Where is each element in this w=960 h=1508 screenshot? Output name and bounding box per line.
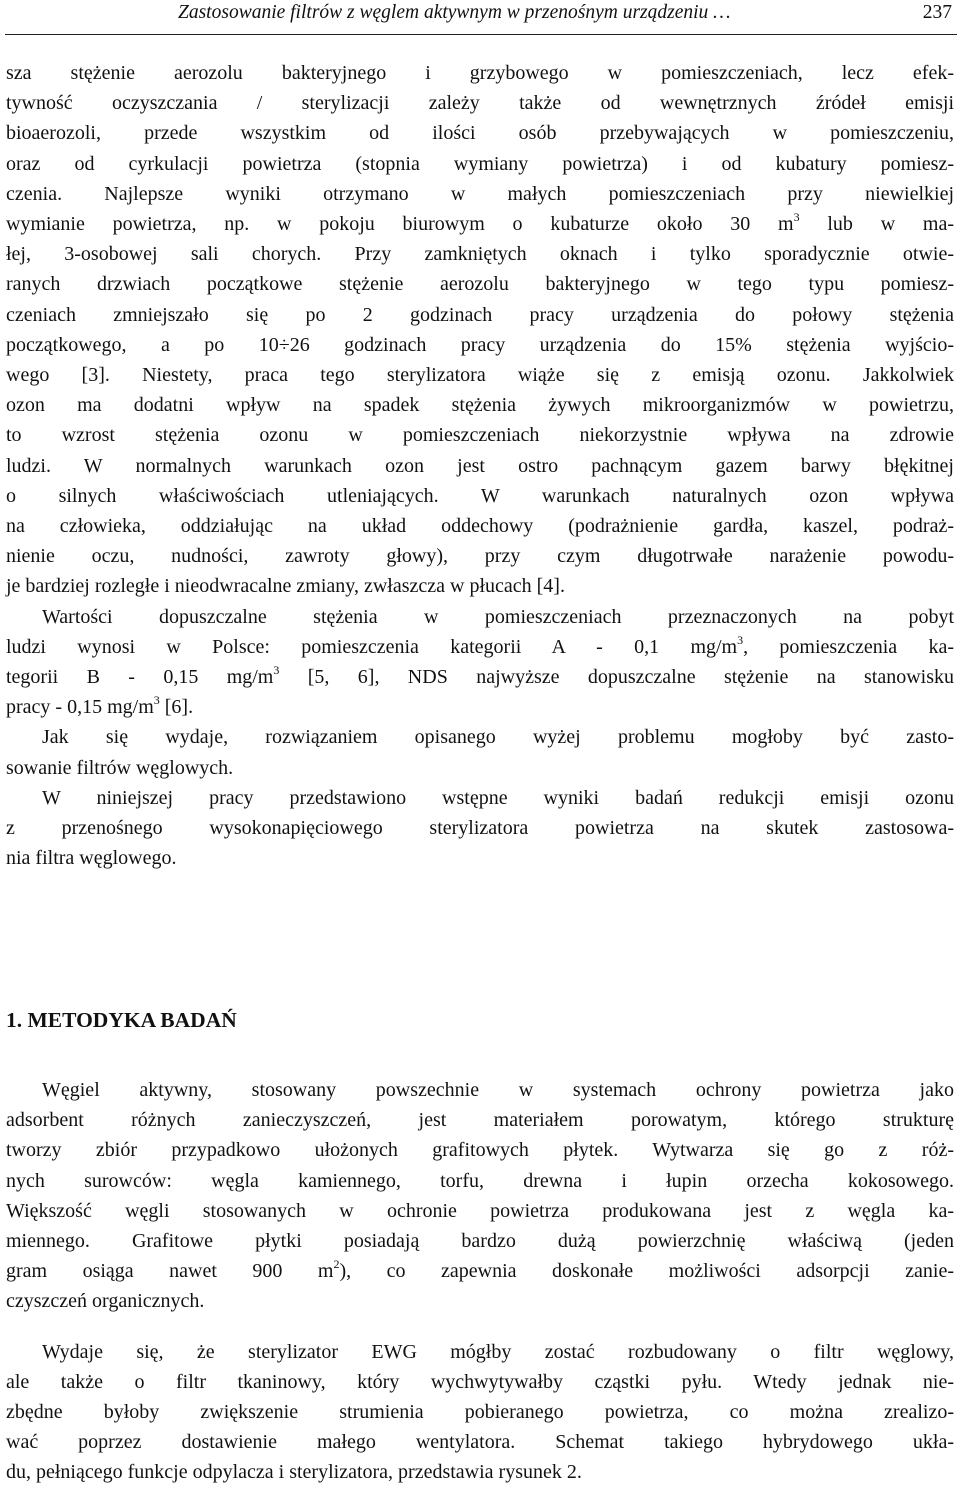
text-segment: [5, 6], NDS najwyższe dopuszczalne stężenie na stanowisku [279, 666, 954, 689]
superscript: 3 [793, 210, 800, 225]
text-line: na człowieka, oddziałując na układ oddechowy (podrażnienie gardła, kaszel, podraż- [6, 515, 954, 538]
text-line: początkowego, a po 10÷26 godzinach pracy urządzenia do 15% stężenia wyjścio- [6, 333, 954, 356]
text-line: oraz od cyrkulacji powietrza (stopnia wymiany powietrza) i od kubatury pomiesz- [6, 152, 954, 175]
superscript: 2 [333, 1257, 340, 1272]
text-line: je bardziej rozległe i nieodwracalne zmiany, zwłaszcza w płucach [4]. [6, 575, 565, 598]
text-line: du, pełniącego funkcje odpylacza i sterylizatora, przedstawia rysunek 2. [6, 1461, 582, 1484]
body-text-upper [6, 58, 954, 873]
text-line: adsorbent różnych zanieczyszczeń, jest materiałem porowatym, którego strukturę [6, 1109, 954, 1132]
text-line: łej, 3-osobowej sali chorych. Przy zamkniętych oknach i tylko sporadycznie otwie- [6, 243, 954, 266]
running-title: Zastosowanie filtrów z węglem aktywnym w przenośnym urządzeniu … [178, 2, 731, 23]
text-segment: wymianie powietrza, np. w pokoju biurowym o kubaturze około 30 m [6, 213, 794, 236]
paragraph-5 [6, 1075, 954, 1317]
superscript: 3 [153, 693, 160, 708]
text-line: nych surowców: węgla kamiennego, torfu, drewna i łupin orzecha kokosowego. [6, 1169, 954, 1192]
text-line: o silnych właściwościach utleniających. W warunkach naturalnych ozon wpływa [6, 484, 954, 507]
text-line: Wartości dopuszczalne stężenia w pomieszczeniach przeznaczonych na pobyt [42, 605, 954, 628]
text-segment: gram osiąga nawet 900 m [6, 1260, 334, 1283]
text-line: ozon ma dodatni wpływ na spadek stężenia żywych mikroorganizmów w powietrzu, [6, 394, 954, 417]
text-line [6, 632, 954, 662]
text-line: miennego. Grafitowe płytki posiadają bardzo dużą powierzchnię właściwą (jeden [6, 1230, 954, 1253]
section-heading: 1. METODYKA BADAŃ [6, 1008, 237, 1032]
text-line: nia filtra węglowego. [6, 847, 177, 870]
superscript: 3 [273, 663, 280, 678]
text-line: ludzi. W normalnych warunkach ozon jest ostro pachnącym gazem barwy błękitnej [6, 454, 954, 477]
text-line: sza stężenie aerozolu bakteryjnego i grzybowego w pomieszczeniach, lecz efek- [6, 62, 954, 84]
text-line: wać poprzez dostawienie małego wentylatora. Schemat takiego hybrydowego ukła- [6, 1431, 954, 1454]
text-line: tworzy zbiór przypadkowo ułożonych grafitowych płytek. Wytwarza się go z róż- [6, 1139, 954, 1162]
text-line: z przenośnego wysokonapięciowego sterylizatora powietrza na skutek zastosowa- [6, 817, 954, 840]
page-header [0, 0, 960, 30]
superscript: 3 [737, 632, 744, 647]
text-segment: ), co zapewnia doskonałe możliwości adsorpcji zanie- [339, 1260, 954, 1283]
text-line: sowanie filtrów węglowych. [6, 756, 234, 779]
paragraph-2 [6, 602, 954, 723]
text-line: ranych drzwiach początkowe stężenie aerozolu bakteryjnego w tego typu pomiesz- [6, 273, 954, 296]
text-line: czyszczeń organicznych. [6, 1290, 205, 1313]
text-line: Większość węgli stosowanych w ochronie powietrza produkowana jest z węgla ka- [6, 1199, 954, 1222]
header-rule [5, 34, 957, 35]
text-line: ale także o filtr tkaninowy, który wychwytywałby cząstki pyłu. Wtedy jednak nie- [6, 1370, 954, 1393]
text-line: czenia. Najlepsze wyniki otrzymano w małych pomieszczeniach przy niewielkiej [6, 182, 954, 205]
text-segment: , pomieszczenia ka- [743, 635, 954, 658]
text-line [6, 1256, 954, 1286]
text-line: czeniach zmniejszało się po 2 godzinach pracy urządzenia do połowy stężenia [6, 303, 954, 326]
text-line: W niniejszej pracy przedstawiono wstępne wyniki badań redukcji emisji ozonu [42, 786, 954, 809]
paragraph-4 [6, 783, 954, 874]
paragraph-6 [6, 1337, 954, 1488]
text-segment: pracy - 0,15 mg/m [6, 696, 154, 719]
text-line: to wzrost stężenia ozonu w pomieszczeniach niekorzystnie wpływa na zdrowie [6, 424, 954, 447]
text-segment: lub w ma- [799, 213, 954, 236]
paragraph-3 [6, 722, 954, 782]
text-line: nienie oczu, nudności, zawroty głowy), przy czym długotrwałe narażenie powodu- [6, 545, 954, 568]
text-line: wego [3]. Niestety, praca tego sterylizatora wiąże się z emisją ozonu. Jakkolwiek [6, 364, 954, 387]
body-text-lower [6, 1055, 954, 1508]
text-line: Wydaje się, że sterylizator EWG mógłby zostać rozbudowany o filtr węglowy, [42, 1340, 954, 1363]
text-line: tywność oczyszczania / sterylizacji zależy także od wewnętrznych źródeł emisji [6, 92, 954, 115]
text-segment: [6]. [159, 696, 194, 719]
text-line: Jak się wydaje, rozwiązaniem opisanego wyżej problemu mogłoby być zasto- [42, 726, 954, 749]
text-line: bioaerozoli, przede wszystkim od ilości osób przebywających w pomieszczeniu, [6, 122, 954, 145]
text-line: zbędne byłoby zwiększenie strumienia pobieranego powietrza, co można zrealizo- [6, 1401, 954, 1424]
page-number: 237 [922, 2, 952, 23]
text-line [6, 209, 954, 239]
text-line [6, 692, 954, 722]
text-segment: ludzi wynosi w Polsce: pomieszczenia kategorii A - 0,1 mg/m [6, 635, 738, 658]
paragraph-1 [6, 58, 954, 602]
text-line [6, 662, 954, 692]
text-line: Węgiel aktywny, stosowany powszechnie w systemach ochrony powietrza jako [42, 1079, 954, 1101]
text-segment: tegorii B - 0,15 mg/m [6, 666, 274, 689]
